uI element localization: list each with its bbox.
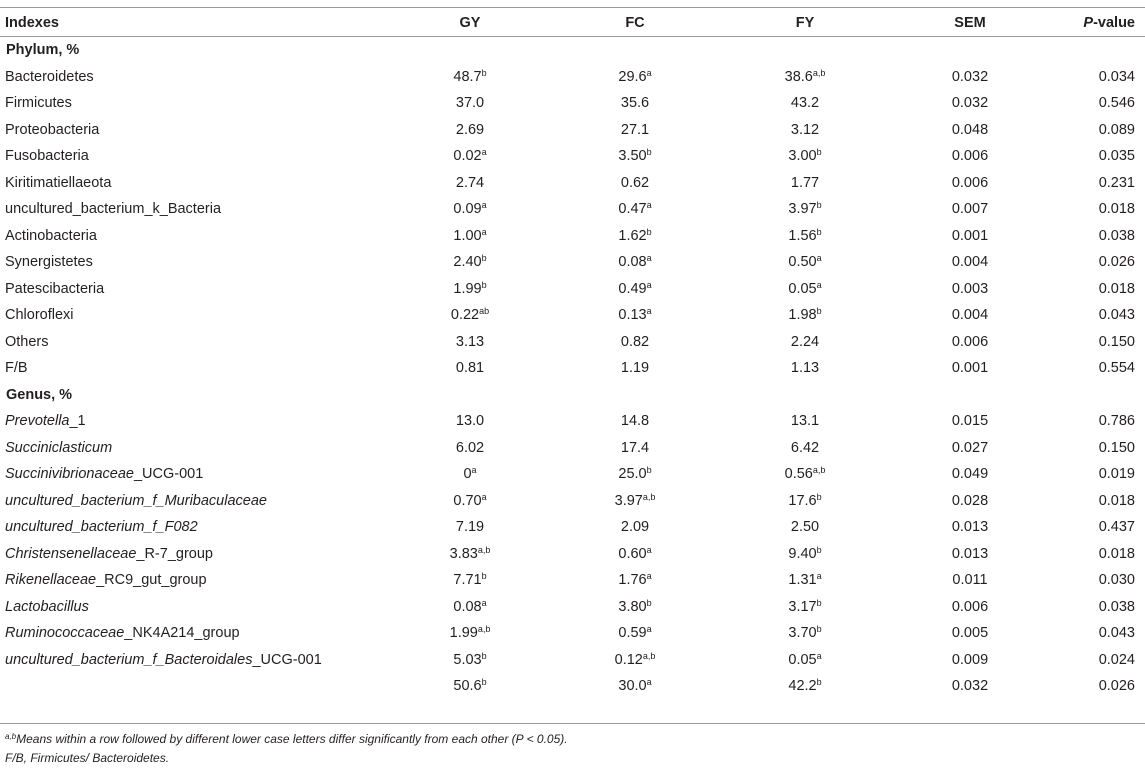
fy-value: 3.97$^b$ <box>788 200 822 217</box>
sem-value: 0.032 <box>951 678 989 694</box>
sem-value: 0.004 <box>951 254 989 270</box>
row-label: Prevotella_1 <box>5 413 86 429</box>
table-row <box>0 408 1145 435</box>
table-row <box>0 302 1145 329</box>
row-label: Proteobacteria <box>5 121 100 138</box>
gy-value: 48.7$^b$ <box>453 67 487 85</box>
sem-value: 0.006 <box>951 148 989 164</box>
gy-value: 0.02$^a$ <box>453 147 487 164</box>
gy-value: 0.81 <box>455 360 485 376</box>
sem-value: 0.001 <box>951 360 989 376</box>
sem-value: 0.032 <box>951 95 989 111</box>
table-row <box>0 514 1145 541</box>
table-row <box>0 64 1145 91</box>
gy-value: 0.70$^a$ <box>453 491 487 509</box>
data-table <box>0 9 1145 700</box>
fy-value: 17.6$^b$ <box>788 491 822 509</box>
footnote-fb: F/B, Firmicutes/ Bacteroidetes. <box>5 751 170 765</box>
fc-value: 0.12$^{a,b}$ <box>614 650 656 668</box>
table-row <box>0 117 1145 144</box>
sem-value: 0.009 <box>951 651 989 668</box>
fy-value: 0.05$^a$ <box>788 279 822 297</box>
p-value: 0.150 <box>1098 439 1135 456</box>
p-value: 0.024 <box>1098 651 1135 668</box>
row-label: Synergistetes <box>5 254 93 270</box>
col-fy: FY <box>795 15 815 31</box>
fc-value: 3.97$^{a,b}$ <box>614 491 656 509</box>
table-row <box>0 170 1145 197</box>
gy-value: 5.03$^b$ <box>453 650 487 668</box>
p-value: 0.026 <box>1098 678 1135 694</box>
section-row-phylum <box>0 37 1145 64</box>
row-label: Chloroflexi <box>5 307 74 323</box>
table-row <box>0 143 1145 170</box>
fc-value: 1.19 <box>620 360 650 376</box>
fc-value: 0.49$^a$ <box>618 279 652 297</box>
row-label: Christensenellaceae_R-7_group <box>5 545 213 562</box>
table-row <box>0 355 1145 382</box>
p-value: 0.026 <box>1098 254 1135 270</box>
table-row <box>0 647 1145 674</box>
sem-value: 0.027 <box>951 439 989 456</box>
p-value: 0.554 <box>1098 360 1135 376</box>
fy-value: 2.24 <box>790 333 820 350</box>
gy-value: 13.0 <box>455 413 485 429</box>
fc-value: 2.09 <box>620 519 650 535</box>
p-value: 0.786 <box>1098 413 1135 429</box>
sem-value: 0.005 <box>951 625 989 641</box>
fy-value: 0.05$^a$ <box>788 650 822 668</box>
fy-value: 6.42 <box>790 439 820 456</box>
fc-value: 3.80$^b$ <box>618 597 652 615</box>
row-label: Rikenellaceae_RC9_gut_group <box>5 572 207 588</box>
p-value: 0.035 <box>1098 148 1135 164</box>
table-row <box>0 90 1145 117</box>
table-row <box>0 567 1145 594</box>
sem-value: 0.013 <box>951 545 989 562</box>
top-rule <box>0 7 1145 8</box>
fc-value: 25.0$^b$ <box>618 465 652 482</box>
fc-value: 29.6$^a$ <box>618 67 652 85</box>
gy-value: 0.22$^{ab}$ <box>450 306 490 323</box>
p-value: 0.089 <box>1098 121 1135 138</box>
row-label: Others <box>5 333 49 350</box>
row-label: uncultured_bacterium_f_Bacteroidales_UCG-001 <box>5 651 322 668</box>
fc-value: 30.0$^a$ <box>618 677 652 694</box>
gy-value: 6.02 <box>455 439 485 456</box>
p-value: 0.019 <box>1098 466 1135 482</box>
row-label: Firmicutes <box>5 95 72 111</box>
col-sem: SEM <box>954 15 986 31</box>
fy-value: 1.77 <box>790 174 820 191</box>
gy-value: 3.83$^{a,b}$ <box>449 544 491 562</box>
gy-value: 2.40$^b$ <box>453 253 487 270</box>
table-row <box>0 594 1145 621</box>
p-value: 0.043 <box>1098 307 1135 323</box>
fc-value: 0.82 <box>620 333 650 350</box>
table-row <box>0 461 1145 488</box>
row-label: Patescibacteria <box>5 280 105 297</box>
col-indexes: Indexes <box>5 15 59 31</box>
row-label: uncultured_bacterium_k_Bacteria <box>5 201 222 217</box>
p-value: 0.018 <box>1098 492 1135 509</box>
gy-value: 50.6$^b$ <box>453 677 487 694</box>
fc-value: 3.50$^b$ <box>618 147 652 164</box>
gy-value: 1.99$^{a,b}$ <box>449 624 491 641</box>
gy-value: 2.69 <box>455 121 485 138</box>
row-label: Succiniclasticum <box>5 439 113 456</box>
sem-value: 0.006 <box>951 598 989 615</box>
gy-value: 1.00$^a$ <box>453 226 487 244</box>
header-row <box>0 9 1145 37</box>
table-row <box>0 620 1145 647</box>
p-value: 0.038 <box>1098 227 1135 244</box>
fy-value: 2.50 <box>790 519 820 535</box>
gy-value: 7.71$^b$ <box>453 571 487 588</box>
fy-value: 13.1 <box>790 413 820 429</box>
section-label: Genus, % <box>6 386 73 403</box>
sem-value: 0.004 <box>951 307 989 323</box>
p-value: 0.018 <box>1098 545 1135 562</box>
row-label: uncultured_bacterium_f_F082 <box>5 519 198 535</box>
p-value: 0.043 <box>1098 625 1135 641</box>
sem-value: 0.028 <box>951 492 989 509</box>
table-row <box>0 435 1145 462</box>
row-label <box>0 673 380 700</box>
fc-value: 17.4 <box>620 439 650 456</box>
col-pvalue: P-value <box>1083 15 1135 31</box>
fy-value: 43.2 <box>790 95 820 111</box>
p-value: 0.018 <box>1098 280 1135 297</box>
sem-value: 0.032 <box>951 68 989 85</box>
table-row <box>0 488 1145 515</box>
table-row <box>0 329 1145 356</box>
gy-value: 0$^a$ <box>463 465 477 482</box>
gy-value: 2.74 <box>455 174 485 191</box>
fy-value: 9.40$^b$ <box>788 544 822 562</box>
fc-value: 0.62 <box>620 174 650 191</box>
sem-value: 0.013 <box>951 519 989 535</box>
fy-value: 3.00$^b$ <box>788 147 822 164</box>
col-gy: GY <box>459 15 481 31</box>
gy-value: 0.09$^a$ <box>453 200 487 217</box>
sem-value: 0.006 <box>951 333 989 350</box>
sem-value: 0.015 <box>951 413 989 429</box>
bottom-rule <box>0 723 1145 724</box>
row-label: Succinivibrionaceae_UCG-001 <box>5 466 204 482</box>
fc-value: 0.59$^a$ <box>618 624 652 641</box>
row-label: Actinobacteria <box>5 227 97 244</box>
fy-value: 1.98$^b$ <box>788 306 822 323</box>
p-value: 0.437 <box>1098 519 1135 535</box>
fc-value: 0.08$^a$ <box>618 253 652 270</box>
fy-value: 3.70$^b$ <box>788 624 822 641</box>
fc-value: 27.1 <box>620 121 650 138</box>
fc-value: 14.8 <box>620 413 650 429</box>
p-value: 0.038 <box>1098 598 1135 615</box>
sem-value: 0.048 <box>951 121 989 138</box>
fc-value: 1.76$^a$ <box>618 571 652 588</box>
p-value: 0.546 <box>1098 95 1135 111</box>
table-row <box>0 673 1145 700</box>
fy-value: 1.31$^a$ <box>788 571 822 588</box>
sem-value: 0.011 <box>952 572 988 588</box>
fy-value: 0.56$^{a,b}$ <box>784 465 826 482</box>
fc-value: 0.47$^a$ <box>618 200 652 217</box>
footnotes <box>5 730 568 768</box>
fy-value: 38.6$^{a,b}$ <box>784 67 826 85</box>
row-label: Bacteroidetes <box>5 68 94 85</box>
fy-value: 3.17$^b$ <box>788 597 822 615</box>
p-value: 0.034 <box>1098 68 1135 85</box>
section-row-genus <box>0 382 1145 409</box>
fy-value: 1.13 <box>790 360 820 376</box>
footnote-significance: $^{a,b}$Means within a row followed by different lower case letters differ significantly from each other (P < 0.05). <box>5 732 568 746</box>
fy-value: 0.50$^a$ <box>788 253 822 270</box>
gy-value: 0.08$^a$ <box>453 597 487 615</box>
row-label: Kiritimatiellaeota <box>5 174 112 191</box>
sem-value: 0.007 <box>951 201 989 217</box>
fc-value: 0.13$^a$ <box>618 306 652 323</box>
row-label: uncultured_bacterium_f_Muribaculaceae <box>5 492 267 509</box>
row-label: Fusobacteria <box>5 148 89 164</box>
fc-value: 0.60$^a$ <box>618 544 652 562</box>
row-label: Lactobacillus <box>5 598 89 615</box>
p-value: 0.018 <box>1098 201 1135 217</box>
fy-value: 42.2$^b$ <box>788 677 822 694</box>
sem-value: 0.006 <box>951 174 989 191</box>
table-row <box>0 541 1145 568</box>
col-fc: FC <box>625 15 645 31</box>
p-value: 0.150 <box>1098 333 1135 350</box>
gy-value: 37.0 <box>455 95 485 111</box>
fc-value: 1.62$^b$ <box>618 226 652 244</box>
gy-value: 3.13 <box>455 333 485 350</box>
table-row <box>0 276 1145 303</box>
table-row <box>0 223 1145 250</box>
fy-value: 1.56$^b$ <box>788 226 822 244</box>
row-label: Ruminococcaceae_NK4A214_group <box>5 625 240 641</box>
fy-value: 3.12 <box>790 121 820 138</box>
fc-value: 35.6 <box>620 95 650 111</box>
table-row <box>0 196 1145 223</box>
table-row <box>0 249 1145 276</box>
sem-value: 0.049 <box>951 466 989 482</box>
sem-value: 0.001 <box>951 227 989 244</box>
row-label: F/B <box>5 360 28 376</box>
sem-value: 0.003 <box>951 280 989 297</box>
gy-value: 7.19 <box>455 519 485 535</box>
p-value: 0.231 <box>1098 174 1135 191</box>
gy-value: 1.99$^b$ <box>453 279 487 297</box>
table-body <box>0 37 1145 700</box>
p-value: 0.030 <box>1098 572 1135 588</box>
section-label: Phylum, % <box>6 42 80 58</box>
